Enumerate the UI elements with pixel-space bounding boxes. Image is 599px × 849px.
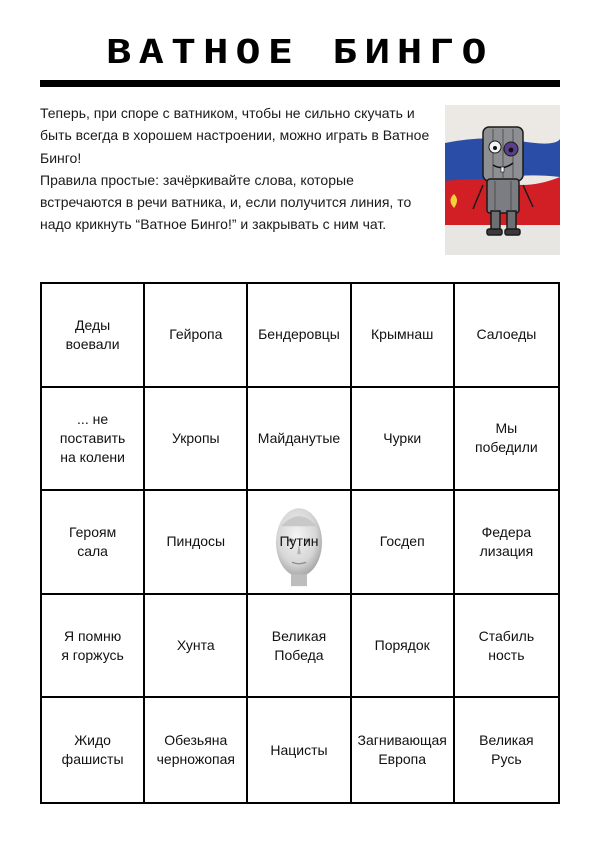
bingo-cell[interactable]: Нацисты xyxy=(248,698,351,802)
bingo-cell[interactable]: Великая Победа xyxy=(248,595,351,699)
bingo-cell[interactable]: Я помню я горжусь xyxy=(42,595,145,699)
page-title: ВАТНОЕ БИНГО xyxy=(106,32,494,71)
bingo-cell[interactable]: Госдеп xyxy=(352,491,455,595)
bingo-cell[interactable]: Пиндосы xyxy=(145,491,248,595)
bingo-cell[interactable]: Хунта xyxy=(145,595,248,699)
bingo-cell[interactable]: Деды воевали xyxy=(42,284,145,388)
bingo-cell[interactable]: Майданутые xyxy=(248,388,351,492)
bingo-cell[interactable]: ... не поставить на колени xyxy=(42,388,145,492)
title-underline xyxy=(40,80,560,87)
bingo-cell-center[interactable]: Путин xyxy=(248,491,351,595)
bingo-cell[interactable]: Обезьяна черножопая xyxy=(145,698,248,802)
bingo-cell[interactable]: Гейропа xyxy=(145,284,248,388)
bingo-cell[interactable]: Чурки xyxy=(352,388,455,492)
bingo-cell[interactable]: Бендеровцы xyxy=(248,284,351,388)
intro-paragraph-1: Теперь, при споре с ватником, чтобы не сильно скучать и быть всегда в хорошем настроении, можно играть в Ватное Бинго! xyxy=(40,105,430,166)
bingo-cell[interactable]: Героям сала xyxy=(42,491,145,595)
bingo-cell[interactable]: Великая Русь xyxy=(479,732,534,768)
intro-paragraph-2: Правила простые: зачёркивайте слова, которые встречаются в речи ватника, и, если получится линия, то надо крикнуть “Ватное Бинго!” и закрывать с ним чат. xyxy=(40,171,412,233)
bingo-cell[interactable]: Крымнаш xyxy=(352,284,455,388)
intro-text xyxy=(40,102,435,236)
bingo-cell[interactable]: Салоеды xyxy=(455,284,558,388)
bingo-grid xyxy=(40,282,560,804)
bingo-cell[interactable]: Порядок xyxy=(352,595,455,699)
quilted-jacket-character-on-flag-icon xyxy=(445,105,560,255)
bingo-cell[interactable]: Укропы xyxy=(145,388,248,492)
bingo-cell[interactable]: Стабиль ность xyxy=(455,595,558,699)
bingo-cell[interactable]: Жидо фашисты xyxy=(42,698,145,802)
bingo-cell[interactable]: Загнивающая Европа xyxy=(352,698,455,802)
bingo-cell[interactable]: Федера лизация xyxy=(455,491,558,595)
bingo-cell[interactable]: Мы победили xyxy=(455,388,558,492)
